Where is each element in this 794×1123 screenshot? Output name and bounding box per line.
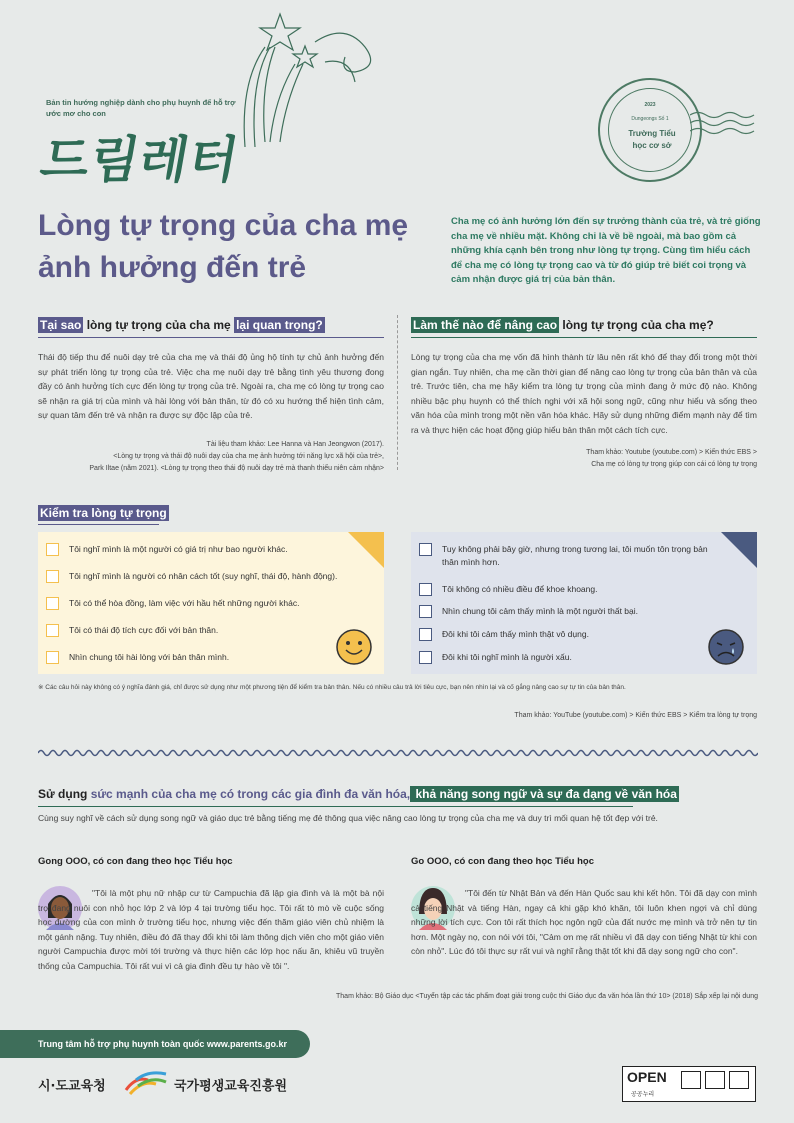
section-divider	[397, 315, 398, 470]
checklist-item[interactable]: Nhìn chung tôi cảm thấy mình là một người thất bại.	[419, 605, 719, 618]
checkbox[interactable]	[419, 543, 432, 556]
issue-stamp: 2023 Dungeongs Số 1 Trường Tiểu học cơ sở	[598, 78, 702, 182]
checklist-item[interactable]: Đôi khi tôi cảm thấy mình thật vô dụng.	[419, 628, 679, 641]
checkbox[interactable]	[419, 605, 432, 618]
right-section-heading: Làm thế nào để nâng cao lòng tự trọng của cha mẹ?	[413, 318, 714, 332]
checkbox[interactable]	[46, 624, 59, 637]
multi-section-heading: Sử dụng sức mạnh của cha mẹ có trong các gia đình đa văn hóa, khả năng song ngữ và sự đa dạng về văn hóa	[38, 787, 677, 801]
stamp-wave-icon	[690, 110, 760, 140]
multi-subtitle: Cùng suy nghĩ về cách sử dụng song ngữ và giáo dục trẻ bằng tiếng mẹ đẻ thông qua việc nâng cao lòng tự trọng của cha mẹ và duy trì mối quan hệ tốt đẹp với trẻ.	[38, 813, 658, 823]
brand-logo: 드림레터	[36, 131, 244, 189]
checkbox[interactable]	[46, 651, 59, 664]
institute-logo-icon	[124, 1070, 170, 1096]
checklist-item[interactable]: Tuy không phải bây giờ, nhưng trong tương lai, tôi muốn tôn trọng bản thân mình hơn.	[419, 543, 719, 569]
right-quote: "Tôi đến từ Nhật Bản và đến Hàn Quốc sau khi kết hôn. Tôi đã dạy con mình cả tiếng Nhật và tiếng Hàn, ngay cả khi gặp khó khăn, tôi luôn khen ngợi và chỉ dùng những lời tích cực. Con tôi rất thích học ngôn ngữ của đất nước mẹ mình và trở nên tự tin hơn. Một ngày nọ, con nói với tôi, "Cảm ơn mẹ rất nhiều vì đã dạy con tiếng Nhật từ khi con còn nhỏ". Lúc đó tôi thực sự rất vui và nghĩ rằng thật tốt khi đã dạy song ngữ cho con".	[411, 888, 757, 956]
smile-face-icon	[334, 627, 374, 667]
check-title-rule	[38, 524, 159, 525]
left-quote-name: Gong OOO, có con đang theo học Tiểu học	[38, 856, 233, 867]
checklist-item[interactable]: Tôi nghĩ mình là một người có giá trị như bao người khác.	[46, 543, 346, 556]
multi-reference: Tham khảo: Bộ Giáo dục <Tuyển tập các tác phẩm đoạt giải trong cuộc thi Giáo dục đa văn hóa lần thứ 10> (2018) Sắp xếp lại nội dung	[336, 993, 758, 1000]
multi-heading-rule	[38, 806, 633, 807]
checklist-item[interactable]: Tôi có thể hòa đồng, làm việc với hầu hết những người khác.	[46, 597, 346, 610]
checklist-item[interactable]: Tôi nghĩ mình là người có nhân cách tốt (suy nghĩ, thái độ, hành động).	[46, 570, 346, 583]
open-license-badge: OPEN 공공누리	[622, 1066, 756, 1102]
right-heading-rule	[411, 337, 757, 338]
org-logo-1: 시·도교육청	[38, 1079, 106, 1094]
org-logo-2: 국가평생교육진흥원	[174, 1079, 288, 1094]
checkbox[interactable]	[46, 597, 59, 610]
right-quote-name: Go OOO, có con đang theo học Tiểu học	[411, 856, 594, 867]
tagline: Bản tin hướng nghiệp dành cho phụ huynh để hỗ trợ ước mơ cho con	[46, 98, 236, 118]
footer-bar[interactable]: Trung tâm hỗ trợ phụ huynh toàn quốc www.parents.go.kr	[0, 1030, 310, 1058]
intro-text: Cha mẹ có ảnh hưởng lớn đến sự trưởng thành của trẻ, và trẻ giống cha mẹ về nhiều mặt. Không chỉ là về bề ngoài, mà bao gồm cả những khía cạnh bên trong như lòng tự trọng. Cùng tìm hiểu cách để cha mẹ có lòng tự trọng cao và từ đó giúp trẻ biết coi trọng và cảm nhận được giá trị của bản thân.	[451, 216, 761, 285]
check-note: ※ Các câu hỏi này không có ý nghĩa đánh giá, chỉ được sử dụng như một phương tiện để kiểm tra bản thân. Nếu có nhiều câu trả lời tiêu cực, bạn nên nhìn lại và cố gắng nâng cao sự tự tin của bản thân.	[38, 684, 626, 691]
sad-face-icon	[706, 627, 746, 667]
check-reference: Tham khảo: YouTube (youtube.com) > Kiến thức EBS > Kiểm tra lòng tự trọng	[514, 712, 757, 719]
left-quote: "Tôi là một phụ nữ nhập cư từ Campuchia đã lập gia đình và là một bà nội trợ đang nuôi con nhỏ học lớp 2 và lớp 4 tại trường tiểu học. Tôi rất tò mò về cuộc sống học đường của con mình ở trường tiểu học, nhưng việc đến thăm giáo viên chủ nhiệm là một gánh nặng. Tuy nhiên, điều đó đã thay đổi khi tôi làm thông dịch viên cho một giáo viên người Campuchia được mời tới trường và thực hiện các lớp học nấu ăn, khiêu vũ truyền thống của Campuchia. Tôi rất vui vì cả gia đình đều tự hào về tôi ".	[38, 888, 384, 971]
left-section-reference: Tài liệu tham khảo: Lee Hanna và Han Jeongwon (2017). <Lòng tự trọng và thái độ nuôi dạy của cha mẹ ảnh hưởng tới năng lực xã hội của trẻ>, Park Iltae (năm 2021). <Lòng tự trọng theo thái độ nuôi dạy trẻ mà thanh thiếu niên cảm nhận>	[89, 441, 384, 472]
right-section-reference: Tham khảo: Youtube (youtube.com) > Kiến thức EBS > Cha mẹ có lòng tự trọng giúp con cái có lòng tự trọng	[586, 449, 757, 468]
checklist-item[interactable]: Nhìn chung tôi hài lòng với bản thân mình.	[46, 651, 326, 664]
left-heading-rule	[38, 337, 384, 338]
checkbox[interactable]	[419, 628, 432, 641]
checklist-item[interactable]: Đôi khi tôi nghĩ mình là người xấu.	[419, 651, 679, 664]
checkbox[interactable]	[46, 543, 59, 556]
shooting-star-icon	[225, 2, 385, 152]
checkbox[interactable]	[46, 570, 59, 583]
wave-divider	[38, 748, 758, 758]
checklist-item[interactable]: Tôi có thái độ tích cực đối với bản thân.	[46, 624, 346, 637]
checkbox[interactable]	[419, 651, 432, 664]
check-title: Kiểm tra lòng tự trọng	[40, 506, 167, 520]
noncommercial-icon	[705, 1071, 725, 1089]
left-section-body: Thái độ tiếp thu để nuôi dạy trẻ của cha mẹ và thái độ ủng hộ tính tự chủ ảnh hưởng đến sự phát triển lòng tự trọng của trẻ. Việc cha mẹ nuôi dạy trẻ bằng tình yêu thương đong đầy có ảnh hưởng tích cực đến lòng tự trọng của trẻ. Ngoài ra, cha mẹ có lòng tự trọng cao sẽ nhận ra giá trị của mình và hài lòng với bản thân, từ đó có xu hướng thể hiện tình cảm, sự quan tâm đến trẻ và nhận ra được sự độc lập của trẻ.	[38, 352, 384, 420]
right-section-body: Lòng tự trọng của cha mẹ vốn đã hình thành từ lâu nên rất khó để thay đổi trong một thời gian ngắn. Tuy nhiên, cha mẹ cần thời gian để nâng cao lòng tự trọng của bản thân và của trẻ. Trước tiên, cha mẹ hãy kiểm tra lòng tự trọng của mình đang ở mức độ nào. Không nhiều bậc phụ huynh có thể thích nghi với xã hội song ngữ, cũng như hiểu và sống theo văn hóa của mình trong một nền văn hóa khác. Hãy sử dụng những điểm mạnh này để tìm ra và thực hiện các hoạt động giúp hiểu bản thân một cách tích cực.	[411, 352, 757, 435]
left-section-heading: Tại sao lòng tự trọng của cha mẹ lại quan trọng?	[40, 318, 323, 332]
noderivatives-icon	[729, 1071, 749, 1089]
page-title: Lòng tự trọng của cha mẹ ảnh hưởng đến trẻ	[38, 209, 409, 284]
checklist-item[interactable]: Tôi không có nhiều điều để khoe khoang.	[419, 583, 719, 596]
attribution-icon	[681, 1071, 701, 1089]
checkbox[interactable]	[419, 583, 432, 596]
